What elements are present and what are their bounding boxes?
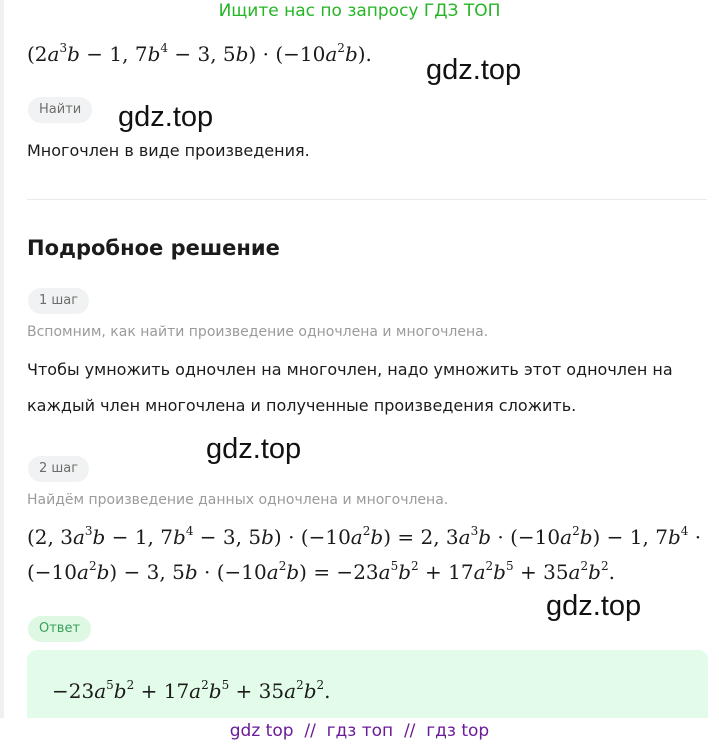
step-2-math-line1: (2, $3a^3b - 1$, $7b^4 - 3$, $5b) \cdot (-10a^2b) = 2$, $3a^3b \cdot (-10a^2b) - 1$, $7b^4$ · xyxy=(27,524,702,549)
footer-watermark xyxy=(0,718,719,746)
answer-badge: Ответ xyxy=(28,616,91,642)
footer-text: gdz top // гдз топ // гдз top xyxy=(229,721,490,741)
answer-expression: $-23a^5b^2 + 17a^2b^5 + 35a^2b^2$. xyxy=(52,678,331,703)
task-expression: ($2a^3b - 1$, $7b^4 - 3$, $5b) \cdot (-10a^2b)$. xyxy=(27,41,372,66)
step-1-hint: Вспомним, как найти произведение одночлена и многочлена. xyxy=(27,324,489,340)
watermark: gdz.top xyxy=(206,433,302,465)
watermark: gdz.top xyxy=(426,54,522,86)
find-text: Многочлен в виде произведения. xyxy=(27,141,310,160)
search-banner: Ищите нас по запросу ГДЗ ТОП xyxy=(218,1,501,21)
step-2-badge: 2 шаг xyxy=(28,456,89,482)
watermark: gdz.top xyxy=(546,590,642,622)
step-1-text-line1: Чтобы умножить одночлен на многочлен, надо умножить этот одночлен на xyxy=(27,360,673,379)
step-2-hint: Найдём произведение данных одночлена и многочлена. xyxy=(27,492,449,508)
find-badge: Найти xyxy=(28,97,92,123)
solution-heading: Подробное решение xyxy=(27,236,280,260)
section-divider xyxy=(27,199,707,200)
step-1-badge: 1 шаг xyxy=(28,288,89,314)
step-1-text-line2: каждый член многочлена и полученные произведения сложить. xyxy=(27,396,577,415)
watermark: gdz.top xyxy=(118,101,214,133)
step-2-math-line2: $(-10a^2b) - 3$, $5b \cdot (-10a^2b) = -23a^5b^2 + 17a^2b^5 + 35a^2b^2$. xyxy=(27,559,615,584)
left-margin-rule xyxy=(0,0,4,720)
